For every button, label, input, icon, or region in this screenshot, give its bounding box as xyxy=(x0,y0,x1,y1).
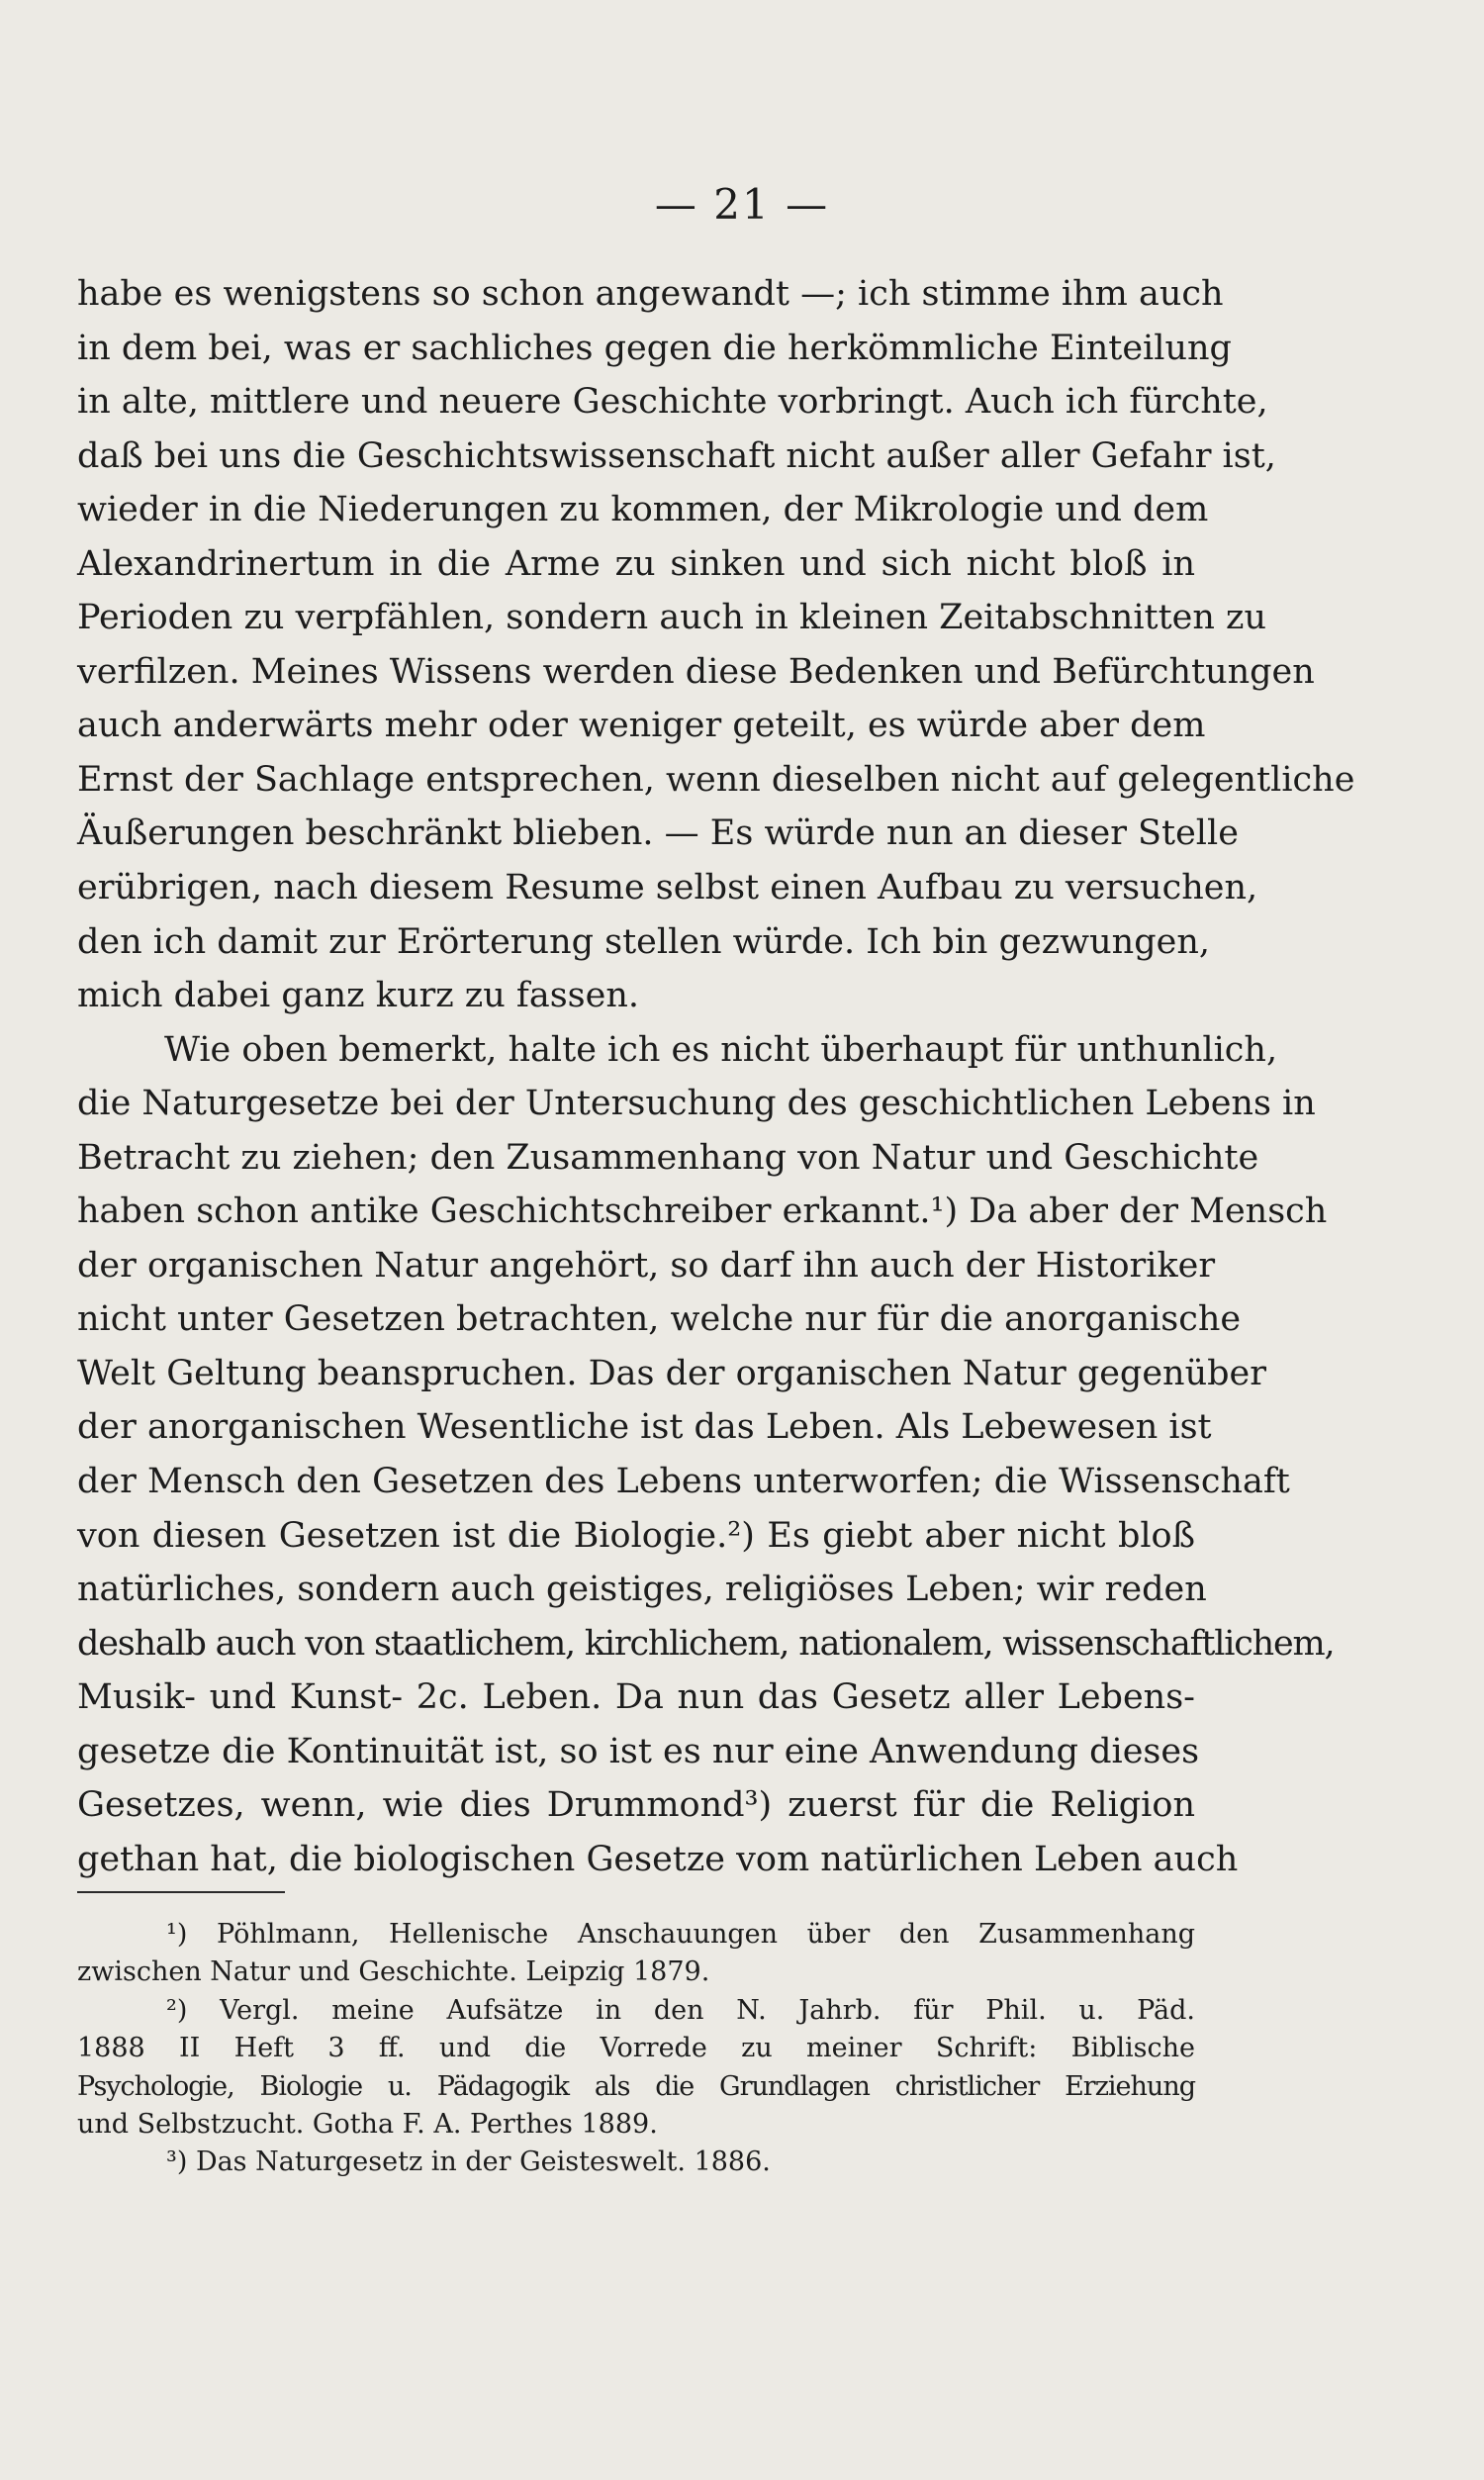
text-line: nicht unter Gesetzen betrachten, welche nur für die anorganische xyxy=(77,1299,1242,1340)
text-line: haben schon antike Geschichtschreiber erkannt.¹) Da aber der Mensch xyxy=(77,1192,1328,1232)
text-line: Ernst der Sachlage entsprechen, wenn dieselben nicht auf gelegentliche xyxy=(77,759,1355,800)
text-line: Alexandrinertum in die Arme zu sinken und sich nicht bloß in xyxy=(77,543,1195,584)
text-line: von diesen Gesetzen ist die Biologie.²) Es giebt aber nicht bloß xyxy=(77,1515,1195,1556)
text-line: verfilzen. Meines Wissens werden diese Bedenken und Befürchtungen xyxy=(77,651,1315,692)
page-number: — 21 — xyxy=(654,180,830,229)
text-line: habe es wenigstens so schon angewandt —; ich stimme ihm auch xyxy=(77,274,1224,314)
footnote-line: Psychologie, Biologie u. Pädagogik als die Grundlagen christlicher Erziehung xyxy=(77,2070,1195,2102)
text-line: Gesetzes, wenn, wie dies Drummond³) zuerst für die Religion xyxy=(77,1785,1195,1826)
text-line: erübrigen, nach diesem Resume selbst einen Aufbau zu versuchen, xyxy=(77,868,1258,908)
text-line: Musik- und Kunst- 2c. Leben. Da nun das Gesetz aller Lebens- xyxy=(77,1677,1195,1718)
text-line: den ich damit zur Erörterung stellen würde. Ich bin gezwungen, xyxy=(77,921,1210,962)
footnote-line: zwischen Natur und Geschichte. Leipzig 1879. xyxy=(77,1956,710,1988)
text-line: der organischen Natur angehört, so darf ihn auch der Historiker xyxy=(77,1245,1216,1286)
text-line: der anorganischen Wesentliche ist das Leben. Als Lebewesen ist xyxy=(77,1407,1212,1448)
footnote-rule xyxy=(77,1891,285,1893)
text-line: Wie oben bemerkt, halte ich es nicht überhaupt für unthunlich, xyxy=(164,1029,1278,1070)
text-line: die Naturgesetze bei der Untersuchung des geschichtlichen Lebens in xyxy=(77,1084,1316,1124)
body-text xyxy=(77,267,1355,1886)
text-line: Welt Geltung beanspruchen. Das der organischen Natur gegenüber xyxy=(77,1353,1266,1393)
text-line: Perioden zu verpfählen, sondern auch in kleinen Zeitabschnitten zu xyxy=(77,598,1267,638)
footnote-line: und Selbstzucht. Gotha F. A. Perthes 1889. xyxy=(77,2108,658,2140)
footnotes xyxy=(77,1916,1195,2182)
text-line: wieder in die Niederungen zu kommen, der Mikrologie und dem xyxy=(77,490,1209,530)
footnote-line: ¹) Pöhlmann, Hellenische Anschauungen über den Zusammenhang xyxy=(166,1919,1195,1950)
footnote-line: ²) Vergl. meine Aufsätze in den N. Jahrb. für Phil. u. Päd. xyxy=(166,1994,1195,2026)
text-line: Äußerungen beschränkt blieben. — Es würde nun an dieser Stelle xyxy=(77,813,1239,854)
footnote-line: 1888 II Heft 3 ff. und die Vorrede zu meiner Schrift: Biblische xyxy=(77,2033,1195,2064)
text-line: daß bei uns die Geschichtswissenschaft nicht außer aller Gefahr ist, xyxy=(77,435,1276,476)
text-line: der Mensch den Gesetzen des Lebens unterworfen; die Wissenschaft xyxy=(77,1462,1290,1502)
text-line: mich dabei ganz kurz zu fassen. xyxy=(77,976,640,1016)
text-line: Betracht zu ziehen; den Zusammenhang von Natur und Geschichte xyxy=(77,1137,1259,1178)
text-line: gesetze die Kontinuität ist, so ist es nur eine Anwendung dieses xyxy=(77,1731,1200,1771)
text-line: deshalb auch von staatlichem, kirchlichem, nationalem, wissenschaftlichem, xyxy=(77,1623,1335,1664)
text-line: in dem bei, was er sachliches gegen die herkömmliche Einteilung xyxy=(77,328,1232,368)
footnote-line: ³) Das Naturgesetz in der Geisteswelt. 1886. xyxy=(166,2146,771,2178)
text-line: natürliches, sondern auch geistiges, religiöses Leben; wir reden xyxy=(77,1570,1207,1610)
text-line: in alte, mittlere und neuere Geschichte vorbringt. Auch ich fürchte, xyxy=(77,382,1268,423)
text-line: gethan hat, die biologischen Gesetze vom natürlichen Leben auch xyxy=(77,1839,1239,1879)
text-line: auch anderwärts mehr oder weniger geteilt, es würde aber dem xyxy=(77,706,1206,746)
